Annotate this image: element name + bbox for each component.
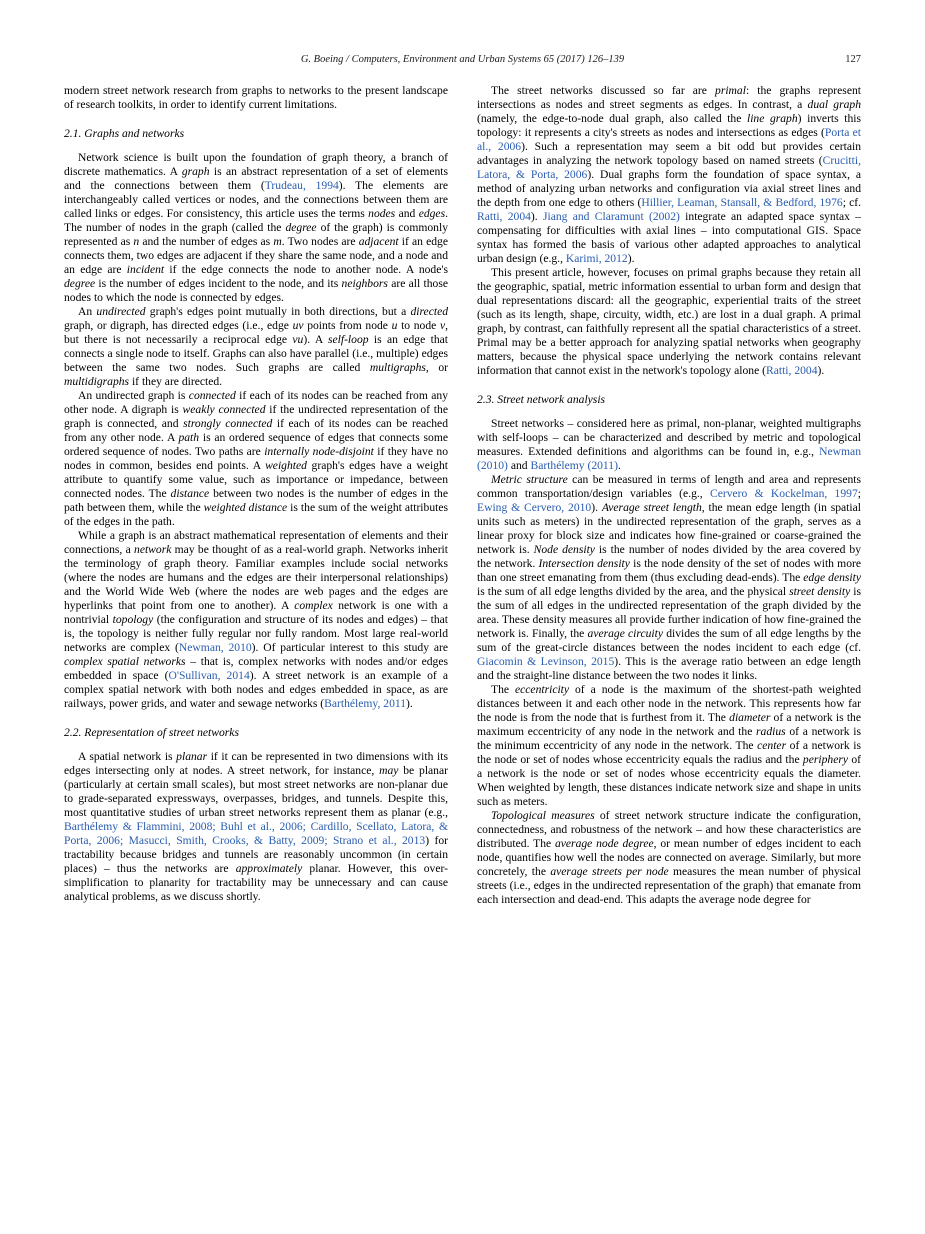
paragraph: Topological measures of street network structure indicate the configuration, connectedness, and robustness of the network – and how these characteristics are distributed. The average node degree, or mean number of edges incident to each node, quantifies how well the nodes are connected on average. Similarly, but more concretely, the average streets per node measures the mean number of physical streets (i.e., edges in the undirected representation of the graph) that emanate from each intersection and dead-end. This adapts the average node degree for <box>477 809 861 906</box>
left-column <box>64 84 448 1194</box>
two-column-body <box>64 84 861 1194</box>
paragraph: An undirected graph is connected if each of its nodes can be reached from any other node. A digraph is weakly connected if the undirected representation of the graph is connected, and strongly connected if each of its nodes can be reached from any other node. A path is an ordered sequence of edges that connects some ordered sequence of nodes. Two paths are internally node-disjoint if they have no nodes in common, besides end points. A weighted graph's edges have a weight attribute to quantify some value, such as importance or impedance, between connected nodes. The distance between two nodes is the number of edges in the path between them, while the weighted distance is the sum of the weight attributes of the edges in the path. <box>64 389 449 528</box>
citation-link[interactable]: Ratti, 2004 <box>477 210 531 223</box>
citation-link[interactable]: Ratti, 2004 <box>765 364 818 377</box>
citation-link[interactable]: Ewing & Cervero, 2010 <box>477 501 592 514</box>
running-head <box>64 54 861 65</box>
citation-link[interactable]: Giacomin & Levinson, 2015 <box>477 655 615 668</box>
paragraph: This present article, however, focuses on primal graphs because they retain all the geographic, spatial, metric information essential to urban form and design that dual representations discard: all the geographic, experiential traits of the street (such as its length, shape, circuity, width, etc.) are lost in a dual graph. A primal graph, by contrast, can faithfully represent all the spatial characteristics of a street. Primal may be a better approach for analyzing spatial networks when geography matters, because the physical space underlying the network contains relevant information that cannot exist in the network's topology alone (Ratti, 2004). <box>477 266 861 377</box>
paragraph: An undirected graph's edges point mutually in both directions, but a directed graph, or digraph, has directed edges (i.e., edge uv points from node u to node v, but there is not necessarily a reciprocal edge vu). A self-loop is an edge that connects a single node to itself. Graphs can also have parallel (i.e., multiple) edges between the same two nodes. Such graphs are called multigraphs, or multidigraphs if they are directed. <box>64 305 449 388</box>
right-column <box>477 84 861 1194</box>
paragraph: While a graph is an abstract mathematical representation of elements and their connections, a network may be thought of as a real-world graph. Networks inherit the terminology of graph theory. Familiar examples include social networks (where the nodes are humans and the edges are their interpersonal relationships) and the World Wide Web (where the nodes are web pages and the edges are hyperlinks that point from one to another). A complex network is one with a nontrivial topology (the configuration and structure of its nodes and edges) – that is, the topology is neither fully regular nor fully random. Most large real-world networks are complex (Newman, 2010). Of particular interest to this study are complex spatial networks – that is, complex networks with nodes and/or edges embedded in space (O'Sullivan, 2014). A street network is an example of a complex spatial network with both nodes and edges embedded in space, as are railways, power grids, and water and sewage networks (Barthélemy, 2011). <box>64 529 449 710</box>
citation-link[interactable]: Trudeau, 1994 <box>264 179 339 192</box>
citation-link[interactable]: Barthélemy (2011) <box>530 459 618 472</box>
citation-link[interactable]: Karimi, 2012 <box>565 252 628 265</box>
paragraph-continued: modern street network research from graphs to networks to the present landscape of research toolkits, in order to identify current limitations. <box>64 84 448 111</box>
citation-link[interactable]: Jiang and Claramunt (2002) <box>542 210 680 223</box>
citation-link[interactable]: Cervero & Kockelman, 1997 <box>709 487 858 500</box>
citation-link[interactable]: Newman (2010) <box>477 445 861 472</box>
citation-link[interactable]: O'Sullivan, 2014 <box>168 669 250 682</box>
paragraph: Network science is built upon the foundation of graph theory, a branch of discrete mathematics. A graph is an abstract representation of a set of elements and the connections between them (Trudeau, 1994). The elements are interchangeably called vertices or nodes, and the connections between them are called links or edges. For consistency, this article uses the terms nodes and edges. The number of nodes in the graph (called the degree of the graph) is commonly represented as n and the number of edges as m. Two nodes are adjacent if an edge connects them, two edges are adjacent if they share the same node, and a node and an edge are incident if the edge connects the node to another node. A node's degree is the number of edges incident to the node, and its neighbors are all those nodes to which the node is connected by edges. <box>64 151 448 304</box>
citation-link[interactable]: Hillier, Leaman, Stansall, & Bedford, 1976 <box>641 196 843 209</box>
paragraph: Metric structure can be measured in terms of length and area and represents common transportation/design variables (e.g., Cervero & Kockelman, 1997; Ewing & Cervero, 2010). Average street length, the mean edge length (in spatial units such as meters) in the undirected representation of the graph, serves as a linear proxy for block size and indicates how fine-grained or coarse-grained the network is. Node density is the number of nodes divided by the area covered by the network. Intersection density is the node density of the set of nodes with more than one street emanating from them (thus excluding dead-ends). The edge density is the sum of all edge lengths divided by the area, and the physical street density is the sum of all edges in the undirected representation of the graph divided by the area. These density measures all provide further indication of how fine-grained the network is. Finally, the average circuity divides the sum of all edge lengths by the sum of the great-circle distances between the nodes incident to each edge (cf. Giacomin & Levinson, 2015). This is the average ratio between an edge length and the straight-line distance between the two nodes it links. <box>477 473 862 682</box>
citation-link[interactable]: Barthélemy & Flammini, 2008; Buhl et al., 2006; Cardillo, Scellato, Latora, & Porta, 2006; Masucci, Smith, Crooks, & Batty, 2009; Strano et al., 2013 <box>64 820 448 847</box>
paragraph: The eccentricity of a node is the maximum of the shortest-path weighted distances between it and each other node in the network. This represents how far the node is from the node that is furthest from it. The diameter of a network is the maximum eccentricity of any node in the network and the radius of a network is the minimum eccentricity of any node in the network. The center of a network is the node or set of nodes whose eccentricity equals the radius and the periphery of a network is the node or set of nodes whose eccentricity equals the diameter. When weighted by length, these distances indicate network size and shape in units such as meters. <box>477 683 861 808</box>
heading-2-3: 2.3. Street network analysis <box>477 393 606 406</box>
citation-link[interactable]: Newman, 2010 <box>178 641 252 654</box>
running-head-text: G. Boeing / Computers, Environment and Urban Systems 65 (2017) 126–139 <box>300 54 625 65</box>
page-number: 127 <box>845 54 861 65</box>
paragraph: The street networks discussed so far are primal: the graphs represent intersections as nodes and street segments as edges. In contrast, a dual graph (namely, the edge-to-node dual graph, also called the line graph) inverts this topology: it represents a city's streets as nodes and intersections as edges (Porta et al., 2006). Such a representation may seem a bit odd but provides certain advantages in analyzing the network topology based on named streets (Crucitti, Latora, & Porta, 2006). Dual graphs form the foundation of space syntax, a method of analyzing urban networks and configuration via axial street lines and the depth from one edge to others (Hillier, Leaman, Stansall, & Bedford, 1976; cf. Ratti, 2004). Jiang and Claramunt (2002) integrate an adapted space syntax – compensating for difficulties with axial lines – into computational GIS. Space syntax has formed the basis of various other adapted approaches to analytical urban design (e.g., Karimi, 2012). <box>477 84 862 265</box>
citation-link[interactable]: Porta et al., 2006 <box>477 126 861 153</box>
heading-2-1: 2.1. Graphs and networks <box>64 127 185 140</box>
heading-2-2: 2.2. Representation of street networks <box>64 726 239 739</box>
paragraph: Street networks – considered here as primal, non-planar, weighted multigraphs with self-loops – can be characterized and described by metric and topological measures. Extended definitions and algorithms can be found in, e.g., Newman (2010) and Barthélemy (2011). <box>477 417 861 472</box>
citation-link[interactable]: Crucitti, Latora, & Porta, 2006 <box>477 154 861 181</box>
citation-link[interactable]: Barthélemy, 2011 <box>324 697 407 710</box>
paragraph: A spatial network is planar if it can be represented in two dimensions with its edges intersecting only at nodes. A street network, for instance, may be planar (particularly at certain small scales), but most street networks are non-planar due to grade-separated expressways, overpasses, bridges, and tunnels. Despite this, most quantitative studies of urban street networks represent them as planar (e.g., Barthélemy & Flammini, 2008; Buhl et al., 2006; Cardillo, Scellato, Latora, & Porta, 2006; Masucci, Smith, Crooks, & Batty, 2009; Strano et al., 2013) for tractability because bridges and tunnels are reasonably uncommon (in certain places) – thus the networks are approximately planar. However, this over-simplification to planarity for tractability may be unnecessary and can cause analytical problems, as we discuss shortly. <box>64 750 448 903</box>
